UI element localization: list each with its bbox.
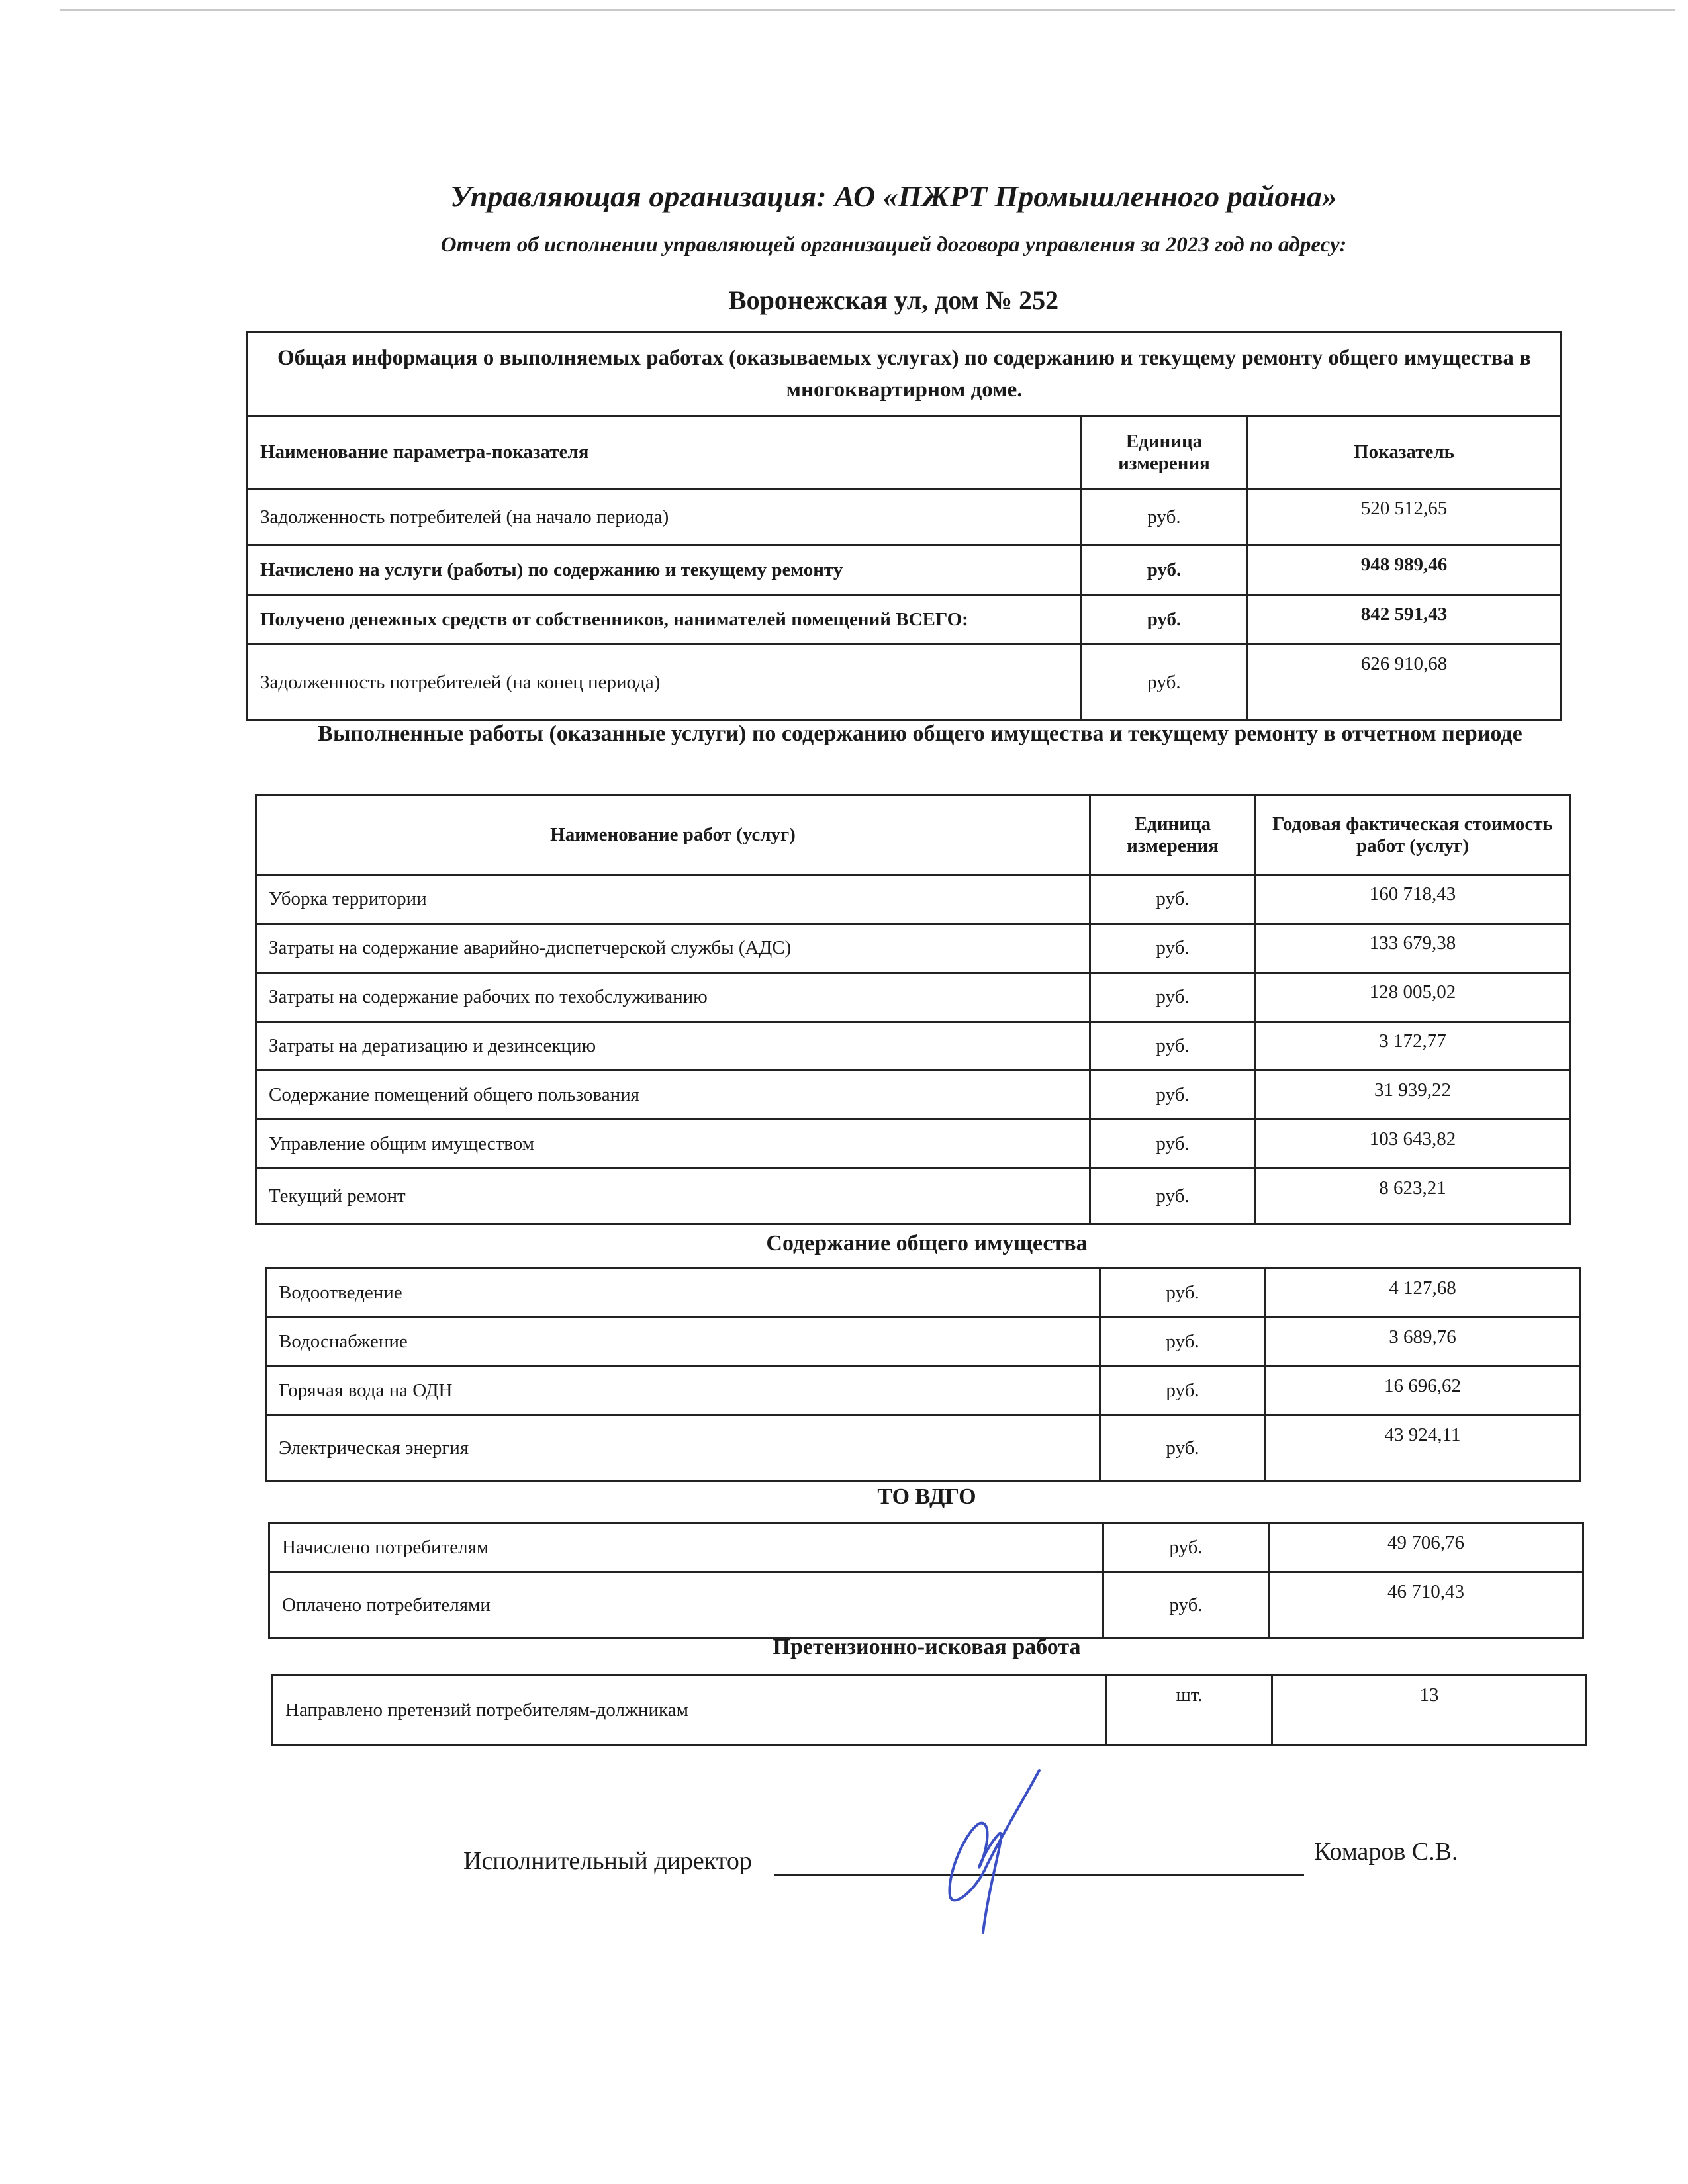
column-header-work-name: Наименование работ (услуг) xyxy=(256,796,1090,875)
row-unit: руб. xyxy=(1082,595,1247,645)
row-unit: руб. xyxy=(1100,1416,1266,1482)
row-value: 8 623,21 xyxy=(1256,1169,1570,1224)
row-unit: руб. xyxy=(1103,1572,1269,1639)
handwritten-signature-icon xyxy=(940,1767,1046,1939)
row-name: Управление общим имуществом xyxy=(256,1120,1090,1169)
row-value: 13 xyxy=(1272,1676,1587,1745)
row-name: Горячая вода на ОДН xyxy=(266,1367,1100,1416)
row-name: Начислено на услуги (работы) по содержанию и текущему ремонту xyxy=(248,545,1082,595)
vdgo-heading: ТО ВДГО xyxy=(877,1484,976,1509)
vdgo-table xyxy=(268,1522,1584,1639)
common-property-table xyxy=(265,1267,1581,1482)
row-name: Получено денежных средств от собственников, нанимателей помещений ВСЕГО: xyxy=(248,595,1082,645)
claims-table xyxy=(271,1674,1587,1746)
org-title: Управляющая организация: АО «ПЖРТ Промышленного района» xyxy=(450,179,1337,213)
row-value: 626 910,68 xyxy=(1247,645,1562,721)
row-value: 3 172,77 xyxy=(1256,1022,1570,1071)
row-unit: руб. xyxy=(1082,645,1247,721)
column-header-parameter: Наименование параметра-показателя xyxy=(248,416,1082,489)
row-name: Направлено претензий потребителям-должникам xyxy=(273,1676,1107,1745)
table-row xyxy=(248,545,1562,595)
column-header-annual-cost: Годовая фактическая стоимость работ (услуг) xyxy=(1256,796,1570,875)
row-value: 3 689,76 xyxy=(1266,1318,1580,1367)
row-value: 160 718,43 xyxy=(1256,875,1570,924)
table-row xyxy=(248,489,1562,545)
row-unit: руб. xyxy=(1090,1169,1256,1224)
column-header-unit: Единица измерения xyxy=(1090,796,1256,875)
row-name: Содержание помещений общего пользования xyxy=(256,1071,1090,1120)
row-unit: руб. xyxy=(1090,1071,1256,1120)
table-row xyxy=(266,1269,1580,1318)
row-name: Водоснабжение xyxy=(266,1318,1100,1367)
signatory-role: Исполнительный директор xyxy=(463,1847,752,1875)
table-row xyxy=(256,1022,1570,1071)
table-row xyxy=(269,1524,1583,1572)
table-row xyxy=(266,1416,1580,1482)
row-value: 842 591,43 xyxy=(1247,595,1562,645)
row-name: Затраты на содержание рабочих по техобслуживанию xyxy=(256,973,1090,1022)
address: Воронежская ул, дом № 252 xyxy=(728,285,1059,315)
row-value: 16 696,62 xyxy=(1266,1367,1580,1416)
row-value: 49 706,76 xyxy=(1269,1524,1583,1572)
row-value: 520 512,65 xyxy=(1247,489,1562,545)
row-value: 948 989,46 xyxy=(1247,545,1562,595)
row-name: Начислено потребителям xyxy=(269,1524,1103,1572)
row-name: Затраты на содержание аварийно-диспетчерской службы (АДС) xyxy=(256,924,1090,973)
row-unit: шт. xyxy=(1107,1676,1272,1745)
table-row xyxy=(266,1318,1580,1367)
table-row xyxy=(248,595,1562,645)
row-name: Задолженность потребителей (на конец периода) xyxy=(248,645,1082,721)
general-info-caption: Общая информация о выполняемых работах (оказываемых услугах) по содержанию и текущему ремонту общего имущества в многоквартирном доме. xyxy=(248,332,1562,416)
row-name: Оплачено потребителями xyxy=(269,1572,1103,1639)
row-name: Водоотведение xyxy=(266,1269,1100,1318)
row-value: 103 643,82 xyxy=(1256,1120,1570,1169)
signature-block xyxy=(463,1833,1496,1933)
table-row xyxy=(256,973,1570,1022)
row-unit: руб. xyxy=(1090,973,1256,1022)
row-unit: руб. xyxy=(1090,1120,1256,1169)
works-table xyxy=(255,794,1571,1225)
table-row xyxy=(256,1120,1570,1169)
row-name: Уборка территории xyxy=(256,875,1090,924)
row-unit: руб. xyxy=(1090,1022,1256,1071)
row-name: Текущий ремонт xyxy=(256,1169,1090,1224)
row-unit: руб. xyxy=(1082,545,1247,595)
row-unit: руб. xyxy=(1090,924,1256,973)
row-name: Задолженность потребителей (на начало периода) xyxy=(248,489,1082,545)
report-subtitle: Отчет об исполнении управляющей организацией договора управления за 2023 год по адресу: xyxy=(440,233,1347,257)
row-unit: руб. xyxy=(1090,875,1256,924)
row-value: 46 710,43 xyxy=(1269,1572,1583,1639)
row-unit: руб. xyxy=(1100,1318,1266,1367)
works-heading: Выполненные работы (оказанные услуги) по содержанию общего имущества и текущему ремонту в отчетном периоде xyxy=(318,721,1523,746)
row-unit: руб. xyxy=(1100,1269,1266,1318)
row-name: Затраты на дератизацию и дезинсекцию xyxy=(256,1022,1090,1071)
claims-heading: Претензионно-исковая работа xyxy=(773,1635,1081,1659)
table-row xyxy=(273,1676,1587,1745)
row-value: 128 005,02 xyxy=(1256,973,1570,1022)
table-row xyxy=(269,1572,1583,1639)
row-value: 133 679,38 xyxy=(1256,924,1570,973)
row-unit: руб. xyxy=(1082,489,1247,545)
column-header-unit: Единица измерения xyxy=(1082,416,1247,489)
row-name: Электрическая энергия xyxy=(266,1416,1100,1482)
table-row xyxy=(248,645,1562,721)
table-row xyxy=(256,924,1570,973)
table-row xyxy=(256,1169,1570,1224)
row-unit: руб. xyxy=(1103,1524,1269,1572)
table-row xyxy=(266,1367,1580,1416)
row-value: 4 127,68 xyxy=(1266,1269,1580,1318)
table-row xyxy=(256,875,1570,924)
signatory-name: Комаров С.В. xyxy=(1314,1838,1458,1866)
column-header-value: Показатель xyxy=(1247,416,1562,489)
row-value: 31 939,22 xyxy=(1256,1071,1570,1120)
table-row xyxy=(256,1071,1570,1120)
general-info-table xyxy=(246,331,1562,721)
common-property-heading: Содержание общего имущества xyxy=(766,1231,1088,1255)
row-value: 43 924,11 xyxy=(1266,1416,1580,1482)
row-unit: руб. xyxy=(1100,1367,1266,1416)
